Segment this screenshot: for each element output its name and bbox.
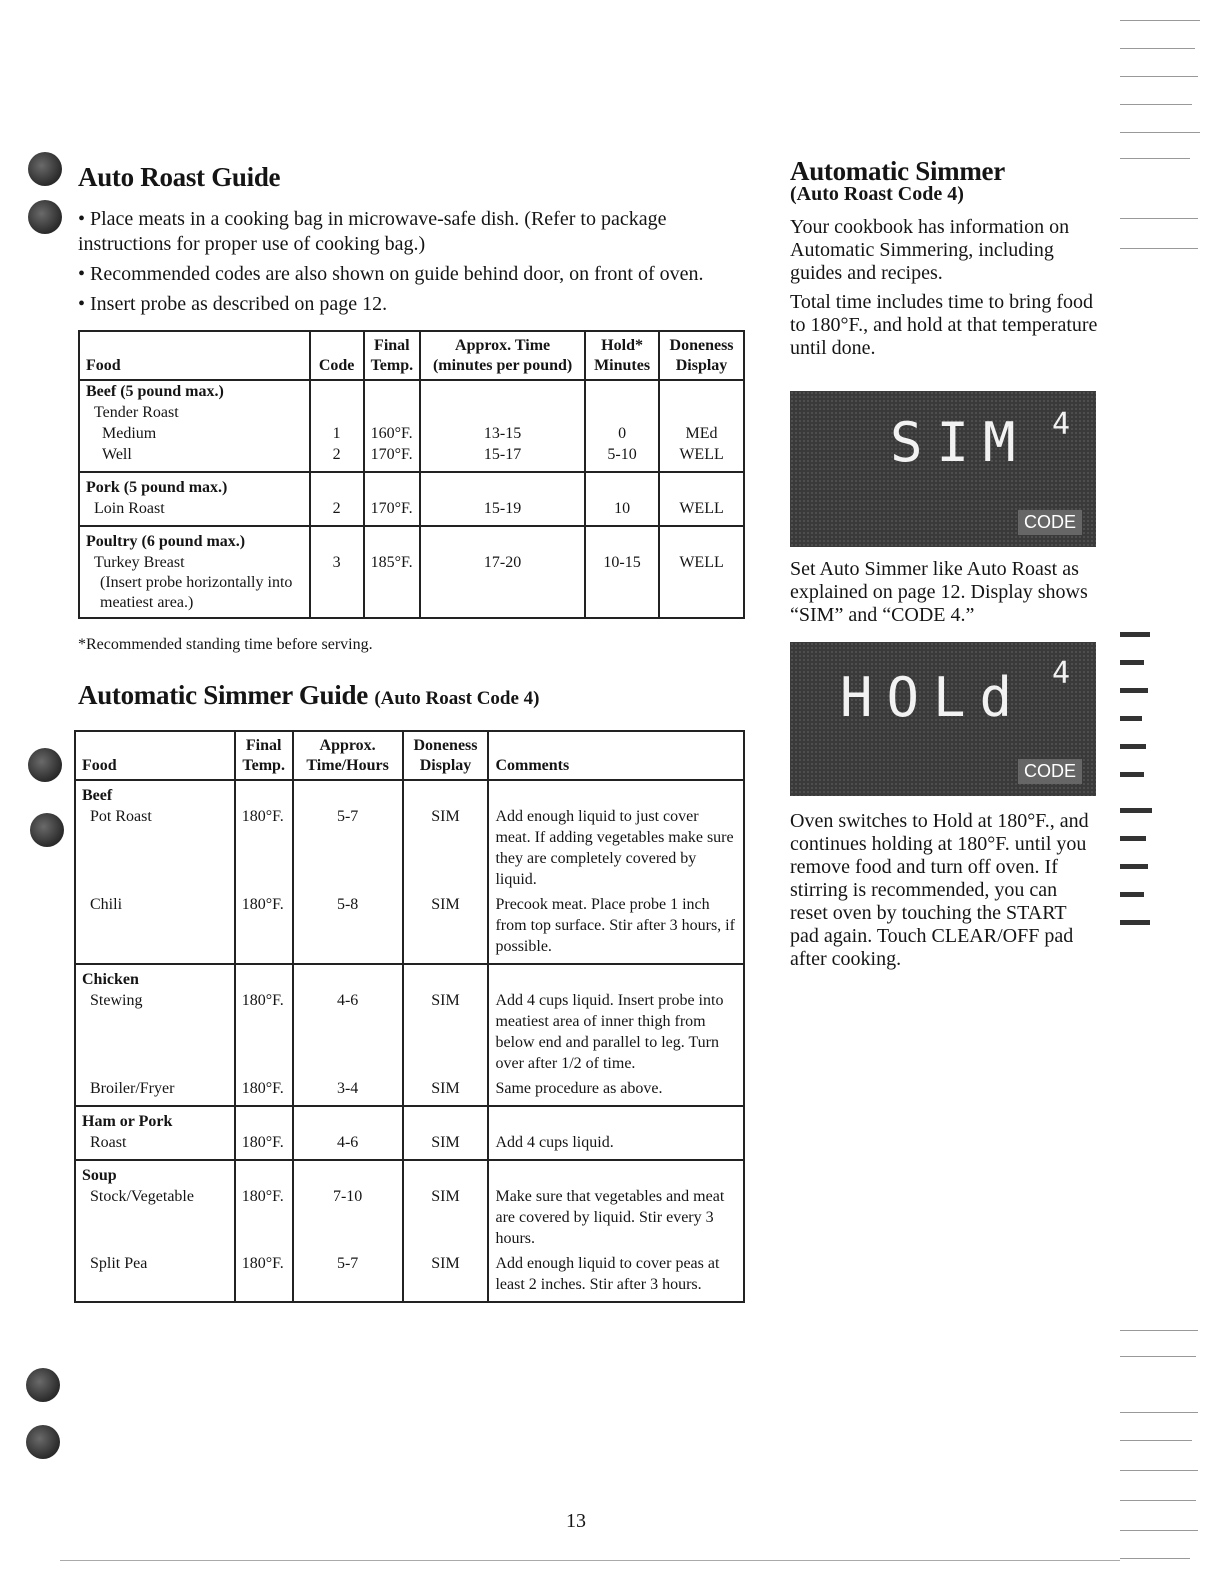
table-row: Beef (5 pound max.): [79, 380, 744, 402]
col-header-food: Food: [75, 731, 235, 780]
table-row: Chili 180°F. 5-8 SIM Precook meat. Place probe 1 inch from top surface. Stir after 3 hours, if possible.: [75, 894, 744, 964]
lcd-text: HOLd: [840, 666, 1027, 729]
simmer-guide-title: Automatic Simmer Guide (Auto Roast Code 4): [78, 680, 540, 710]
table-row: Roast 180°F. 4-6 SIM Add 4 cups liquid.: [75, 1132, 744, 1160]
col-header-hold: Hold* Minutes: [585, 331, 659, 380]
binder-hole: [28, 748, 62, 782]
simmer-guide-table: [74, 730, 745, 1303]
automatic-simmer-section: [790, 156, 1100, 366]
col-header-approx-time: Approx. Time/Hours: [293, 731, 403, 780]
caption-hold: Oven switches to Hold at 180°F., and continues holding at 180°F. until you remove food and turn off oven. If stirring is recommended, you can reset oven by touching the START pad again. Touch CLEAR/OFF pad after cooking.: [790, 810, 1089, 970]
table-row: Stock/Vegetable 180°F. 7-10 SIM Make sure that vegetables and meat are covered by liquid. Stir every 3 hours.: [75, 1186, 744, 1253]
binder-hole: [28, 200, 62, 234]
lcd-text: SIM: [890, 411, 1030, 474]
paragraph: Total time includes time to bring food to 180°F., and hold at that temperature until done.: [790, 291, 1098, 359]
table-row: Poultry (6 pound max.): [79, 526, 744, 552]
table-row: Pot Roast 180°F. 5-7 SIM Add enough liquid to just cover meat. If adding vegetables make sure they are completely covered by liquid.: [75, 806, 744, 894]
binder-hole: [26, 1425, 60, 1459]
lcd-code-label: CODE: [1018, 510, 1082, 535]
lcd-code-number: 4: [1052, 656, 1071, 691]
col-header-final-temp: Final Temp.: [364, 331, 421, 380]
col-header-doneness: Doneness Display: [659, 331, 744, 380]
paragraph: Your cookbook has information on Automatic Simmering, including guides and recipes.: [790, 216, 1070, 284]
table-row: Ham or Pork: [75, 1106, 744, 1132]
table-row: Turkey Breast (Insert probe horizontally into meatiest area.) 3 185°F. 17-20 10-15 WELL: [79, 552, 744, 618]
bullet-item: • Place meats in a cooking bag in microwave-safe dish. (Refer to package instructions for proper use of cooking bag.): [78, 208, 667, 255]
page-number: 13: [566, 1510, 586, 1532]
bottom-edge-line: [60, 1560, 1120, 1561]
caption-sim: Set Auto Simmer like Auto Roast as explained on page 12. Display shows “SIM” and “CODE 4.”: [790, 558, 1088, 626]
lcd-code-label: CODE: [1018, 759, 1082, 784]
table-row: Stewing 180°F. 4-6 SIM Add 4 cups liquid. Insert probe into meatiest area of inner thigh from below end and parallel to leg. Turn over after 1/2 of time.: [75, 990, 744, 1078]
auto-roast-table: [78, 330, 745, 619]
binder-hole: [30, 813, 64, 847]
lcd-display-hold: [790, 642, 1096, 796]
table-row: Beef: [75, 780, 744, 806]
bullet-item: • Recommended codes are also shown on guide behind door, on front of oven.: [78, 263, 704, 285]
bullet-item: • Insert probe as described on page 12.: [78, 293, 388, 315]
col-header-food: Food: [79, 331, 310, 380]
automatic-simmer-subtitle: (Auto Roast Code 4): [790, 183, 964, 205]
table-row: Soup: [75, 1160, 744, 1186]
binder-hole: [26, 1368, 60, 1402]
lcd-code-number: 4: [1052, 407, 1071, 442]
binder-hole: [28, 152, 62, 186]
lcd-display-sim: [790, 391, 1096, 547]
auto-roast-bullets: [78, 207, 750, 317]
table-row: Split Pea 180°F. 5-7 SIM Add enough liquid to cover peas at least 2 inches. Stir after 3 hours.: [75, 1253, 744, 1302]
footnote: *Recommended standing time before serving.: [78, 636, 373, 653]
table-row: Loin Roast 2 170°F. 15-19 10 WELL: [79, 498, 744, 526]
automatic-simmer-title: Automatic Simmer: [790, 156, 1005, 186]
table-row: Broiler/Fryer 180°F. 3-4 SIM Same procedure as above.: [75, 1078, 744, 1106]
table-row: Pork (5 pound max.): [79, 472, 744, 498]
table-row: Chicken: [75, 964, 744, 990]
col-header-comments: Comments: [488, 731, 744, 780]
col-header-final-temp: Final Temp.: [235, 731, 293, 780]
auto-roast-section: [78, 162, 750, 322]
auto-roast-title: Auto Roast Guide: [78, 162, 281, 192]
col-header-doneness: Doneness Display: [403, 731, 489, 780]
col-header-approx-time: Approx. Time (minutes per pound): [420, 331, 585, 380]
table-row: Medium 1 160°F. 13-15 0 MEd: [79, 423, 744, 444]
table-row: Tender Roast: [79, 402, 744, 423]
col-header-code: Code: [310, 331, 364, 380]
table-row: Well 2 170°F. 15-17 5-10 WELL: [79, 444, 744, 472]
